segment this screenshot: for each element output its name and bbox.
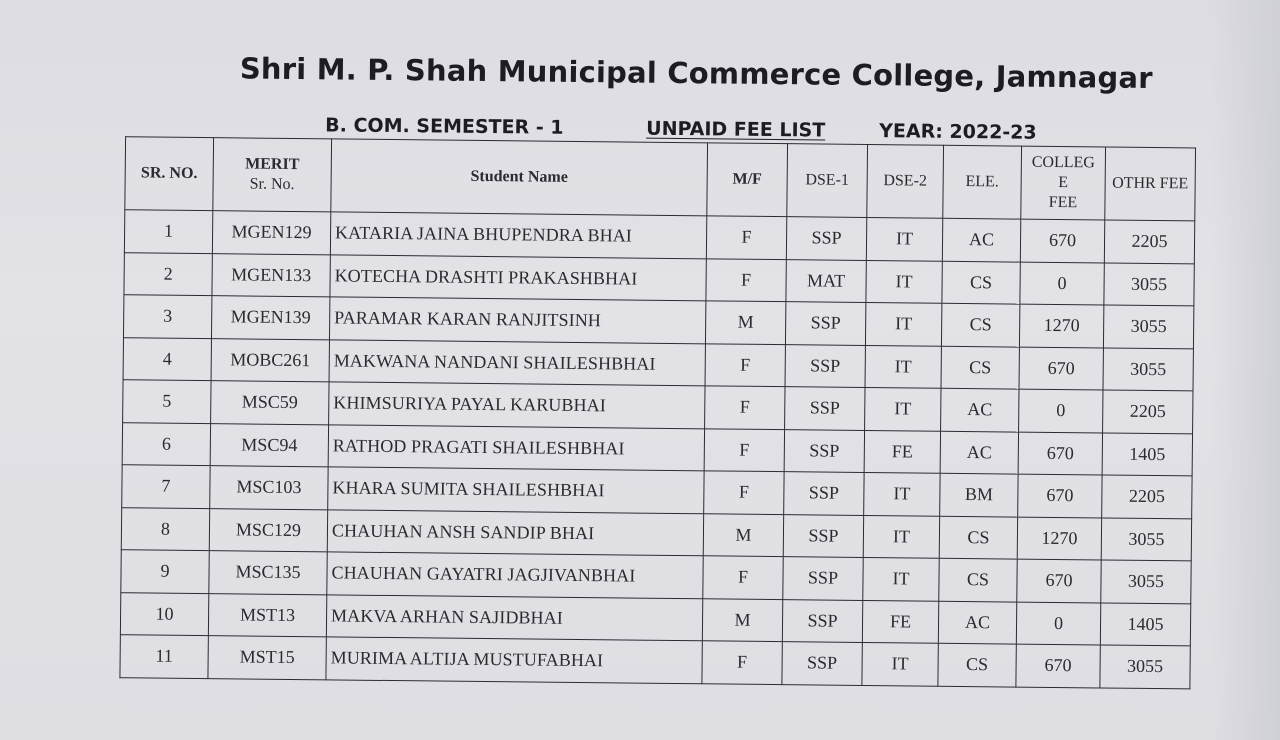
gender-cell: F	[702, 641, 782, 684]
dse2-cell: IT	[865, 345, 941, 388]
merit-cell: MSC135	[209, 551, 327, 595]
dse2-cell: FE	[864, 430, 940, 473]
other-fee-cell: 1405	[1102, 432, 1192, 475]
sr-no-cell: 10	[120, 592, 208, 635]
college-fee-cell: 0	[1016, 602, 1100, 645]
table-header-row	[125, 137, 1196, 221]
merit-cell: MSC129	[209, 508, 327, 552]
column-header-college-fee: COLLEG E FEE	[1021, 146, 1106, 220]
document	[97, 50, 1244, 722]
column-header-ele: ELE.	[943, 145, 1022, 219]
gender-cell: F	[706, 216, 786, 259]
dse1-cell: SSP	[783, 514, 863, 557]
dse2-cell: IT	[862, 642, 938, 685]
other-fee-cell: 2205	[1103, 390, 1193, 433]
ele-cell: AC	[941, 388, 1019, 431]
dse2-cell: FE	[862, 600, 938, 643]
student-name-cell: KHARA SUMITA SHAILESHBHAI	[328, 467, 704, 513]
college-fee-cell: 670	[1020, 219, 1104, 262]
college-fee-cell: 670	[1018, 432, 1102, 475]
dse2-cell: IT	[865, 387, 941, 430]
column-header-other-fee: OTHR FEE	[1105, 147, 1196, 221]
dse1-cell: SSP	[782, 642, 862, 685]
semester-label: B. COM. SEMESTER - 1	[325, 114, 564, 139]
college-fee-cell: 670	[1018, 474, 1102, 517]
college-fee-cell: 670	[1016, 644, 1100, 687]
other-fee-cell: 3055	[1100, 645, 1190, 688]
gender-cell: M	[705, 301, 785, 344]
student-name-cell: MAKWANA NANDANI SHAILESHBHAI	[329, 339, 705, 385]
ele-cell: AC	[940, 431, 1018, 474]
dse1-cell: SSP	[785, 387, 865, 430]
sr-no-cell: 3	[123, 295, 211, 338]
ele-cell: CS	[939, 558, 1017, 601]
dse1-cell: SSP	[785, 344, 865, 387]
sr-no-cell: 6	[122, 422, 210, 465]
merit-cell: MST15	[208, 636, 326, 680]
sr-no-cell: 8	[121, 507, 209, 550]
year-label: YEAR: 2022-23	[879, 120, 1037, 144]
dse2-cell: IT	[866, 260, 942, 303]
sr-no-cell: 5	[123, 380, 211, 423]
gender-cell: F	[704, 471, 784, 514]
sr-no-cell: 7	[122, 465, 210, 508]
student-name-cell: MAKVA ARHAN SAJIDBHAI	[326, 594, 702, 640]
gender-cell: M	[702, 598, 782, 641]
dse1-cell: SSP	[782, 599, 862, 642]
merit-cell: MGEN133	[212, 253, 330, 297]
other-fee-cell: 3055	[1101, 560, 1191, 603]
merit-cell: MSC94	[210, 423, 328, 467]
ele-cell: BM	[940, 473, 1018, 516]
ele-cell: CS	[939, 516, 1017, 559]
merit-cell: MSC59	[211, 381, 329, 425]
dse1-cell: MAT	[786, 259, 866, 302]
gender-cell: F	[705, 386, 785, 429]
merit-cell: MGEN129	[212, 211, 330, 255]
merit-cell: MSC103	[210, 466, 328, 510]
sr-no-cell: 2	[124, 252, 212, 295]
other-fee-cell: 2205	[1102, 475, 1192, 518]
ele-cell: CS	[942, 261, 1020, 304]
other-fee-cell: 1405	[1100, 602, 1190, 645]
student-name-cell: CHAUHAN ANSH SANDIP BHAI	[327, 509, 703, 555]
ele-cell: AC	[942, 218, 1020, 261]
column-header-dse2: DSE-2	[867, 145, 944, 219]
college-fee-cell: 1270	[1017, 517, 1101, 560]
college-name: Shri M. P. Shah Municipal Commerce College, Jamnagar	[239, 51, 1153, 95]
dse1-cell: SSP	[786, 217, 866, 260]
student-name-cell: CHAUHAN GAYATRI JAGJIVANBHAI	[327, 552, 703, 598]
ele-cell: CS	[938, 643, 1016, 686]
student-name-cell: KHIMSURIYA PAYAL KARUBHAI	[329, 382, 705, 428]
other-fee-cell: 3055	[1104, 262, 1194, 305]
student-name-cell: KOTECHA DRASHTI PRAKASHBHAI	[330, 254, 706, 300]
other-fee-cell: 3055	[1103, 305, 1193, 348]
unpaid-fee-table	[119, 136, 1196, 689]
gender-cell: F	[705, 343, 785, 386]
other-fee-cell: 3055	[1101, 517, 1191, 560]
student-name-cell: KATARIA JAINA BHUPENDRA BHAI	[330, 212, 706, 258]
gender-cell: F	[706, 258, 786, 301]
gender-cell: F	[704, 428, 784, 471]
sr-no-cell: 9	[121, 550, 209, 593]
column-header-dse1: DSE-1	[787, 144, 868, 218]
column-header-student-name: Student Name	[331, 139, 708, 216]
sr-no-cell: 4	[123, 337, 211, 380]
sr-no-cell: 11	[120, 635, 208, 678]
merit-cell: MOBC261	[211, 338, 329, 382]
column-header-merit: MERIT Sr. No.	[213, 138, 332, 212]
dse1-cell: SSP	[784, 472, 864, 515]
dse2-cell: IT	[865, 302, 941, 345]
college-fee-cell: 670	[1019, 347, 1103, 390]
college-fee-cell: 670	[1017, 559, 1101, 602]
ele-cell: AC	[938, 601, 1016, 644]
other-fee-cell: 2205	[1104, 220, 1194, 263]
dse1-cell: SSP	[784, 429, 864, 472]
gender-cell: F	[703, 556, 783, 599]
dse1-cell: SSP	[783, 557, 863, 600]
college-fee-cell: 0	[1019, 389, 1103, 432]
dse1-cell: SSP	[785, 302, 865, 345]
sr-no-cell: 1	[124, 210, 212, 253]
other-fee-cell: 3055	[1103, 347, 1193, 390]
list-title: UNPAID FEE LIST	[646, 117, 826, 142]
dse2-cell: IT	[866, 217, 942, 260]
college-fee-cell: 1270	[1019, 304, 1103, 347]
college-fee-cell: 0	[1020, 262, 1104, 305]
dse2-cell: IT	[864, 472, 940, 515]
ele-cell: CS	[941, 346, 1019, 389]
column-header-sr-no: SR. NO.	[125, 137, 214, 211]
student-name-cell: RATHOD PRAGATI SHAILESHBHAI	[328, 424, 704, 470]
merit-cell: MGEN139	[211, 296, 329, 340]
column-header-gender: M/F	[707, 143, 788, 217]
gender-cell: M	[703, 513, 783, 556]
dse2-cell: IT	[863, 515, 939, 558]
dse2-cell: IT	[863, 557, 939, 600]
student-name-cell: MURIMA ALTIJA MUSTUFABHAI	[326, 637, 702, 683]
merit-cell: MST13	[208, 593, 326, 637]
student-name-cell: PARAMAR KARAN RANJITSINH	[329, 297, 705, 343]
ele-cell: CS	[941, 303, 1019, 346]
